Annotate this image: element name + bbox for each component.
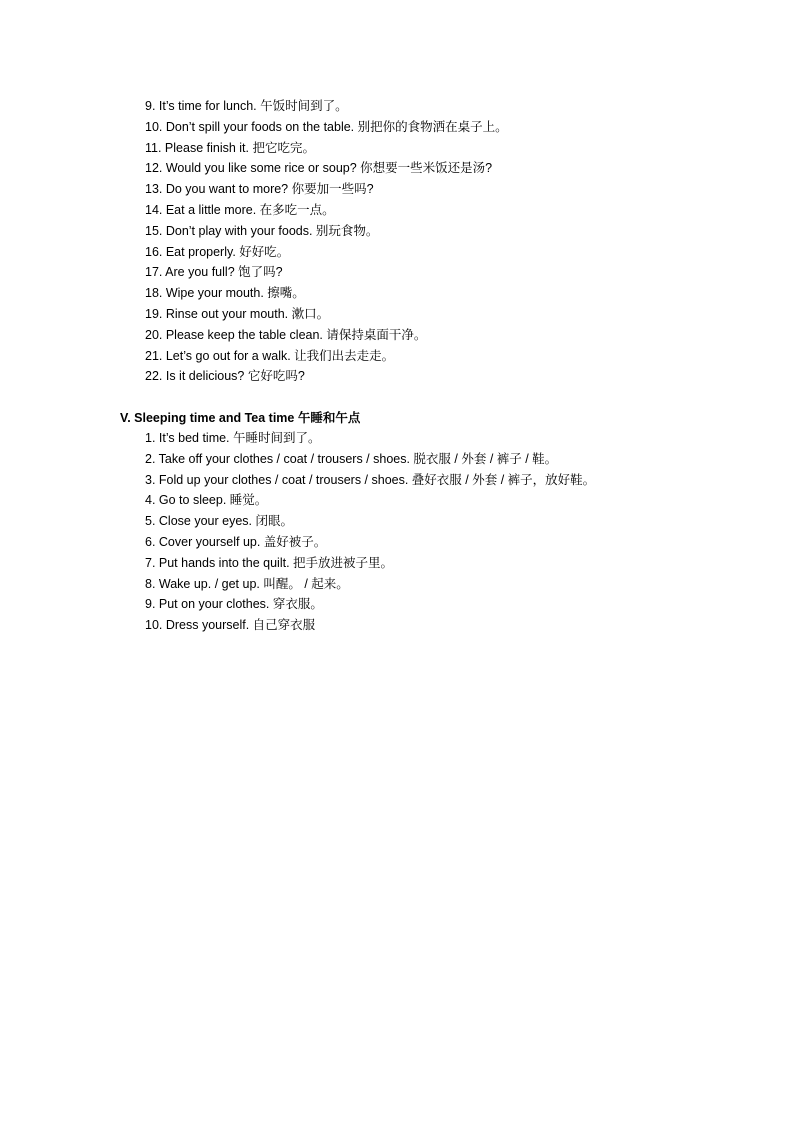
list-item: 4. Go to sleep. 睡觉。 [145, 493, 268, 508]
list-item: 17. Are you full? 饱了吗? [145, 265, 283, 280]
list-item: 5. Close your eyes. 闭眼。 [145, 514, 293, 529]
list-item: 14. Eat a little more. 在多吃一点。 [145, 202, 335, 217]
sleeping-phrase-list [145, 428, 595, 636]
list-item: 12. Would you like some rice or soup? 你想要一些米饭还是汤? [145, 161, 493, 176]
list-item: 15. Don’t play with your foods. 别玩食物。 [145, 223, 379, 238]
list-item: 2. Take off your clothes / coat / trousers / shoes. 脱衣服 / 外套 / 裤子 / 鞋。 [145, 451, 558, 466]
list-item: 1. It’s bed time. 午睡时间到了。 [145, 431, 321, 445]
list-item: 22. Is it delicious? 它好吃吗? [145, 369, 305, 384]
list-item: 6. Cover yourself up. 盖好被子。 [145, 534, 327, 549]
lunch-phrase-list [145, 96, 508, 387]
list-item: 9. Put on your clothes. 穿衣服。 [145, 597, 323, 612]
list-item: 16. Eat properly. 好好吃。 [145, 244, 290, 259]
list-item: 21. Let’s go out for a walk. 让我们出去走走。 [145, 348, 395, 363]
list-item: 7. Put hands into the quilt. 把手放进被子里。 [145, 555, 394, 570]
list-item: 8. Wake up. / get up. 叫醒。 / 起来。 [145, 576, 349, 591]
list-item: 3. Fold up your clothes / coat / trousers / shoes. 叠好衣服 / 外套 / 裤子，放好鞋。 [145, 472, 596, 487]
list-item: 20. Please keep the table clean. 请保持桌面干净。 [145, 327, 427, 342]
list-item: 11. Please finish it. 把它吃完。 [145, 140, 315, 155]
list-item: 19. Rinse out your mouth. 漱口。 [145, 306, 330, 321]
list-item: 13. Do you want to more? 你要加一些吗? [145, 182, 374, 197]
list-item: 9. It’s time for lunch. 午饭时间到了。 [145, 99, 348, 113]
list-item: 10. Don’t spill your foods on the table. 别把你的食物洒在桌子上。 [145, 119, 508, 134]
list-item: 10. Dress yourself. 自己穿衣服 [145, 618, 316, 633]
list-item: 18. Wipe your mouth. 擦嘴。 [145, 286, 305, 301]
section-heading: V. Sleeping time and Tea time 午睡和午点 [120, 411, 361, 425]
